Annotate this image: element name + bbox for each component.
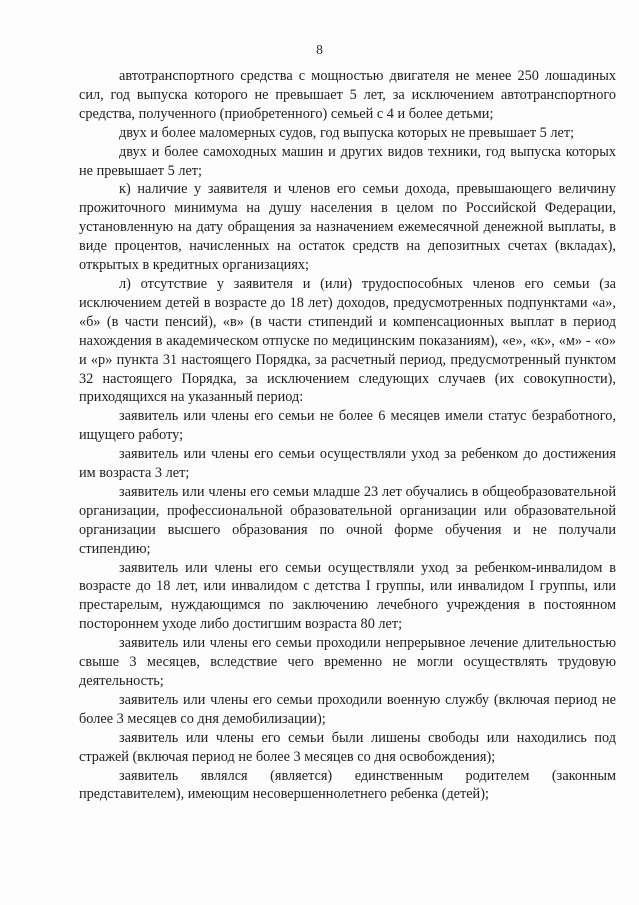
paragraph-4: к) наличие у заявителя и членов его семьи дохода, превышающего величину прожиточного минимума на душу населения в целом по Российской Федерации, установленную на дату обращения за назначением ежемесячной денежной выплаты, в виде процентов, начисленных на остаток средств на депозитных счетах (вкладах), открытых в кредитных организациях; xyxy=(79,181,616,274)
paragraph-9: заявитель или члены его семьи осуществляли уход за ребенком-инвалидом в возрасте до 18 лет, или инвалидом с детства I группы, или инвалидом I группы, или престарелым, нуждающимся по заключению лечебного учреждения в постоянном постороннем уходе либо достигшим возраста 80 лет; xyxy=(79,559,616,633)
page-number: 8 xyxy=(316,42,323,57)
paragraph-10: заявитель или члены его семьи проходили непрерывное лечение длительностью свыше 3 месяцев, вследствие чего временно не могли осуществлять трудовую деятельность; xyxy=(79,635,616,689)
paragraph-6: заявитель или члены его семьи не более 6 месяцев имели статус безработного, ищущего работу; xyxy=(79,408,616,444)
document-body xyxy=(79,67,616,804)
paragraph-7: заявитель или члены его семьи осуществляли уход за ребенком до достижения им возраста 3 лет; xyxy=(79,446,616,482)
paragraph-12: заявитель или члены его семьи были лишены свободы или находились под стражей (включая период не более 3 месяцев со дня освобождения); xyxy=(79,729,616,765)
paragraph-3: двух и более самоходных машин и других видов техники, год выпуска которых не превышает 5 лет; xyxy=(79,143,616,179)
paragraph-5: л) отсутствие у заявителя и (или) трудоспособных членов его семьи (за исключением детей в возрасте до 18 лет) доходов, предусмотренных подпунктами «а», «б» (в части пенсий), «в» (в части стипендий и компенсационных выплат в период нахождения в академическом отпуске по медицинским показаниям), «е», «к», «м» - «о» и «р» пункта 31 настоящего Порядка, за расчетный период, предусмотренный пунктом 32 настоящего Порядка, за исключением следующих случаев (их совокупности), приходящихся на указанный период: xyxy=(79,275,616,406)
paragraph-2: двух и более маломерных судов, год выпуска которых не превышает 5 лет; xyxy=(119,124,575,141)
paragraph-11: заявитель или члены его семьи проходили военную службу (включая период не более 3 месяцев со дня демобилизации); xyxy=(79,691,616,727)
paragraph-8: заявитель или члены его семьи младше 23 лет обучались в общеобразовательной организации, профессиональной образовательной организации или образовательной организации высшего образования по очной форме обучения и не получали стипендию; xyxy=(79,483,616,557)
paragraph-1: автотранспортного средства с мощностью двигателя не менее 250 лошадиных сил, год выпуска которого не превышает 5 лет, за исключением автотранспортного средства, полученного (приобретенного) семьей с 4 и более детьми; xyxy=(79,68,616,122)
paragraph-13: заявитель являлся (является) единственным родителем (законным представителем), имеющим несовершеннолетнего ребенка (детей); xyxy=(79,767,616,803)
